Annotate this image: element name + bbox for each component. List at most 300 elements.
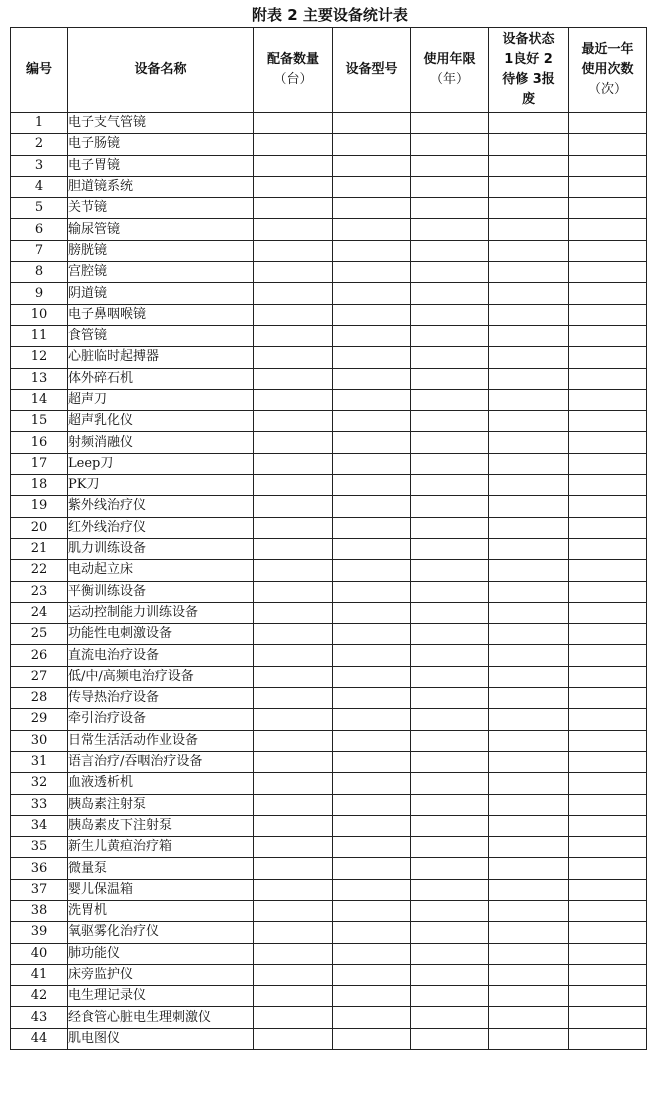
model-cell	[333, 602, 411, 623]
row-number-cell: 41	[11, 964, 68, 985]
status-cell	[489, 709, 569, 730]
usage-count-cell	[569, 645, 647, 666]
header-model: 设备型号	[333, 28, 411, 113]
table-row	[11, 560, 647, 581]
years-cell	[411, 304, 489, 325]
status-cell	[489, 666, 569, 687]
device-name-cell: 电子胃镜	[68, 155, 254, 176]
model-cell	[333, 986, 411, 1007]
usage-count-cell	[569, 858, 647, 879]
model-cell	[333, 453, 411, 474]
years-cell	[411, 198, 489, 219]
table-row	[11, 155, 647, 176]
model-cell	[333, 837, 411, 858]
status-cell	[489, 560, 569, 581]
device-name-cell: 射频消融仪	[68, 432, 254, 453]
quantity-cell	[254, 645, 333, 666]
row-number-cell: 22	[11, 560, 68, 581]
status-cell	[489, 1028, 569, 1049]
table-row	[11, 751, 647, 772]
quantity-cell	[254, 262, 333, 283]
row-number-cell: 2	[11, 134, 68, 155]
status-cell	[489, 517, 569, 538]
row-number-cell: 44	[11, 1028, 68, 1049]
quantity-cell	[254, 688, 333, 709]
row-number-cell: 18	[11, 475, 68, 496]
header-status: 设备状态 1良好 2 待修 3报 废	[489, 28, 569, 113]
years-cell	[411, 837, 489, 858]
model-cell	[333, 347, 411, 368]
status-cell	[489, 602, 569, 623]
years-cell	[411, 113, 489, 134]
quantity-cell	[254, 773, 333, 794]
device-name-cell: 胰岛素注射泵	[68, 794, 254, 815]
usage-count-cell	[569, 113, 647, 134]
quantity-cell	[254, 453, 333, 474]
table-row	[11, 389, 647, 410]
status-cell	[489, 688, 569, 709]
quantity-cell	[254, 602, 333, 623]
model-cell	[333, 475, 411, 496]
status-cell	[489, 368, 569, 389]
status-cell	[489, 496, 569, 517]
table-row	[11, 176, 647, 197]
usage-count-cell	[569, 943, 647, 964]
row-number-cell: 43	[11, 1007, 68, 1028]
usage-count-cell	[569, 688, 647, 709]
years-cell	[411, 624, 489, 645]
status-cell	[489, 325, 569, 346]
status-cell	[489, 198, 569, 219]
usage-count-cell	[569, 730, 647, 751]
equipment-table	[10, 27, 647, 1050]
quantity-cell	[254, 304, 333, 325]
model-cell	[333, 155, 411, 176]
quantity-cell	[254, 986, 333, 1007]
quantity-cell	[254, 560, 333, 581]
row-number-cell: 6	[11, 219, 68, 240]
table-row	[11, 475, 647, 496]
model-cell	[333, 325, 411, 346]
table-row	[11, 773, 647, 794]
table-row	[11, 879, 647, 900]
usage-count-cell	[569, 411, 647, 432]
row-number-cell: 16	[11, 432, 68, 453]
quantity-cell	[254, 240, 333, 261]
usage-count-cell	[569, 198, 647, 219]
years-cell	[411, 517, 489, 538]
table-row	[11, 347, 647, 368]
status-cell	[489, 943, 569, 964]
model-cell	[333, 198, 411, 219]
device-name-cell: 胆道镜系统	[68, 176, 254, 197]
status-cell	[489, 538, 569, 559]
quantity-cell	[254, 432, 333, 453]
status-cell	[489, 773, 569, 794]
years-cell	[411, 922, 489, 943]
usage-count-cell	[569, 304, 647, 325]
usage-count-cell	[569, 389, 647, 410]
header-no: 编号	[11, 28, 68, 113]
model-cell	[333, 773, 411, 794]
model-cell	[333, 560, 411, 581]
table-row	[11, 1028, 647, 1049]
table-row	[11, 517, 647, 538]
model-cell	[333, 240, 411, 261]
device-name-cell: 床旁监护仪	[68, 964, 254, 985]
device-name-cell: 肌电图仪	[68, 1028, 254, 1049]
row-number-cell: 20	[11, 517, 68, 538]
quantity-cell	[254, 517, 333, 538]
model-cell	[333, 688, 411, 709]
model-cell	[333, 922, 411, 943]
table-row	[11, 198, 647, 219]
row-number-cell: 17	[11, 453, 68, 474]
model-cell	[333, 389, 411, 410]
row-number-cell: 7	[11, 240, 68, 261]
device-name-cell: 超声刀	[68, 389, 254, 410]
years-cell	[411, 560, 489, 581]
status-cell	[489, 155, 569, 176]
years-cell	[411, 943, 489, 964]
table-row	[11, 325, 647, 346]
quantity-cell	[254, 475, 333, 496]
device-name-cell: 电子肠镜	[68, 134, 254, 155]
quantity-cell	[254, 879, 333, 900]
model-cell	[333, 432, 411, 453]
row-number-cell: 15	[11, 411, 68, 432]
table-row	[11, 134, 647, 155]
table-row	[11, 986, 647, 1007]
device-name-cell: 直流电治疗设备	[68, 645, 254, 666]
years-cell	[411, 475, 489, 496]
table-row	[11, 538, 647, 559]
model-cell	[333, 794, 411, 815]
status-cell	[489, 176, 569, 197]
usage-count-cell	[569, 453, 647, 474]
usage-count-cell	[569, 602, 647, 623]
row-number-cell: 38	[11, 900, 68, 921]
usage-count-cell	[569, 879, 647, 900]
model-cell	[333, 1028, 411, 1049]
row-number-cell: 9	[11, 283, 68, 304]
quantity-cell	[254, 1028, 333, 1049]
usage-count-cell	[569, 262, 647, 283]
status-cell	[489, 475, 569, 496]
status-cell	[489, 837, 569, 858]
status-cell	[489, 751, 569, 772]
device-name-cell: Leep刀	[68, 453, 254, 474]
device-name-cell: 体外碎石机	[68, 368, 254, 389]
quantity-cell	[254, 581, 333, 602]
device-name-cell: 牵引治疗设备	[68, 709, 254, 730]
table-row	[11, 709, 647, 730]
device-name-cell: 日常生活活动作业设备	[68, 730, 254, 751]
device-name-cell: 电子鼻咽喉镜	[68, 304, 254, 325]
table-row	[11, 964, 647, 985]
model-cell	[333, 262, 411, 283]
model-cell	[333, 709, 411, 730]
table-row	[11, 453, 647, 474]
model-cell	[333, 900, 411, 921]
model-cell	[333, 538, 411, 559]
years-cell	[411, 730, 489, 751]
row-number-cell: 13	[11, 368, 68, 389]
quantity-cell	[254, 922, 333, 943]
years-cell	[411, 794, 489, 815]
table-row	[11, 240, 647, 261]
years-cell	[411, 879, 489, 900]
table-row	[11, 262, 647, 283]
status-cell	[489, 858, 569, 879]
row-number-cell: 3	[11, 155, 68, 176]
model-cell	[333, 411, 411, 432]
years-cell	[411, 411, 489, 432]
status-cell	[489, 432, 569, 453]
quantity-cell	[254, 794, 333, 815]
model-cell	[333, 964, 411, 985]
model-cell	[333, 368, 411, 389]
years-cell	[411, 815, 489, 836]
usage-count-cell	[569, 347, 647, 368]
status-cell	[489, 389, 569, 410]
model-cell	[333, 176, 411, 197]
table-row	[11, 368, 647, 389]
years-cell	[411, 134, 489, 155]
table-row	[11, 581, 647, 602]
row-number-cell: 14	[11, 389, 68, 410]
years-cell	[411, 751, 489, 772]
table-row	[11, 411, 647, 432]
years-cell	[411, 538, 489, 559]
status-cell	[489, 964, 569, 985]
table-row	[11, 113, 647, 134]
header-quantity: 配备数量 （台）	[254, 28, 333, 113]
years-cell	[411, 1007, 489, 1028]
status-cell	[489, 304, 569, 325]
model-cell	[333, 815, 411, 836]
usage-count-cell	[569, 986, 647, 1007]
row-number-cell: 40	[11, 943, 68, 964]
years-cell	[411, 453, 489, 474]
row-number-cell: 19	[11, 496, 68, 517]
row-number-cell: 10	[11, 304, 68, 325]
model-cell	[333, 879, 411, 900]
quantity-cell	[254, 198, 333, 219]
model-cell	[333, 645, 411, 666]
quantity-cell	[254, 155, 333, 176]
status-cell	[489, 134, 569, 155]
quantity-cell	[254, 538, 333, 559]
header-usage: 最近一年 使用次数 （次）	[569, 28, 647, 113]
status-cell	[489, 645, 569, 666]
device-name-cell: 阴道镜	[68, 283, 254, 304]
device-name-cell: 传导热治疗设备	[68, 688, 254, 709]
device-name-cell: 平衡训练设备	[68, 581, 254, 602]
quantity-cell	[254, 624, 333, 645]
status-cell	[489, 219, 569, 240]
row-number-cell: 35	[11, 837, 68, 858]
table-row	[11, 432, 647, 453]
quantity-cell	[254, 389, 333, 410]
quantity-cell	[254, 283, 333, 304]
device-name-cell: 输尿管镜	[68, 219, 254, 240]
quantity-cell	[254, 134, 333, 155]
row-number-cell: 36	[11, 858, 68, 879]
row-number-cell: 4	[11, 176, 68, 197]
years-cell	[411, 688, 489, 709]
device-name-cell: 心脏临时起搏器	[68, 347, 254, 368]
years-cell	[411, 325, 489, 346]
table-header-row	[11, 28, 647, 113]
device-name-cell: 血液透析机	[68, 773, 254, 794]
usage-count-cell	[569, 751, 647, 772]
usage-count-cell	[569, 560, 647, 581]
device-name-cell: 微量泵	[68, 858, 254, 879]
row-number-cell: 23	[11, 581, 68, 602]
row-number-cell: 42	[11, 986, 68, 1007]
usage-count-cell	[569, 794, 647, 815]
status-cell	[489, 879, 569, 900]
quantity-cell	[254, 815, 333, 836]
years-cell	[411, 262, 489, 283]
row-number-cell: 12	[11, 347, 68, 368]
usage-count-cell	[569, 496, 647, 517]
usage-count-cell	[569, 219, 647, 240]
table-row	[11, 858, 647, 879]
status-cell	[489, 262, 569, 283]
device-name-cell: 运动控制能力训练设备	[68, 602, 254, 623]
row-number-cell: 39	[11, 922, 68, 943]
model-cell	[333, 666, 411, 687]
status-cell	[489, 900, 569, 921]
usage-count-cell	[569, 837, 647, 858]
model-cell	[333, 134, 411, 155]
device-name-cell: 电生理记录仪	[68, 986, 254, 1007]
usage-count-cell	[569, 581, 647, 602]
device-name-cell: 食管镜	[68, 325, 254, 346]
device-name-cell: 语言治疗/吞咽治疗设备	[68, 751, 254, 772]
usage-count-cell	[569, 134, 647, 155]
usage-count-cell	[569, 432, 647, 453]
usage-count-cell	[569, 1028, 647, 1049]
table-row	[11, 943, 647, 964]
device-name-cell: 膀胱镜	[68, 240, 254, 261]
years-cell	[411, 986, 489, 1007]
table-row	[11, 837, 647, 858]
usage-count-cell	[569, 368, 647, 389]
device-name-cell: 电子支气管镜	[68, 113, 254, 134]
model-cell	[333, 304, 411, 325]
row-number-cell: 21	[11, 538, 68, 559]
table-row	[11, 304, 647, 325]
years-cell	[411, 602, 489, 623]
device-name-cell: 功能性电刺激设备	[68, 624, 254, 645]
table-row	[11, 645, 647, 666]
row-number-cell: 25	[11, 624, 68, 645]
years-cell	[411, 219, 489, 240]
model-cell	[333, 219, 411, 240]
usage-count-cell	[569, 666, 647, 687]
device-name-cell: 红外线治疗仪	[68, 517, 254, 538]
years-cell	[411, 581, 489, 602]
usage-count-cell	[569, 964, 647, 985]
usage-count-cell	[569, 475, 647, 496]
quantity-cell	[254, 964, 333, 985]
device-name-cell: 紫外线治疗仪	[68, 496, 254, 517]
quantity-cell	[254, 1007, 333, 1028]
table-row	[11, 1007, 647, 1028]
quantity-cell	[254, 943, 333, 964]
years-cell	[411, 347, 489, 368]
device-name-cell: 肌力训练设备	[68, 538, 254, 559]
status-cell	[489, 986, 569, 1007]
status-cell	[489, 815, 569, 836]
device-name-cell: 婴儿保温箱	[68, 879, 254, 900]
table-row	[11, 283, 647, 304]
quantity-cell	[254, 709, 333, 730]
years-cell	[411, 389, 489, 410]
row-number-cell: 32	[11, 773, 68, 794]
device-name-cell: PK刀	[68, 475, 254, 496]
table-row	[11, 688, 647, 709]
usage-count-cell	[569, 900, 647, 921]
status-cell	[489, 347, 569, 368]
table-row	[11, 730, 647, 751]
status-cell	[489, 794, 569, 815]
quantity-cell	[254, 219, 333, 240]
status-cell	[489, 730, 569, 751]
device-name-cell: 宫腔镜	[68, 262, 254, 283]
model-cell	[333, 283, 411, 304]
status-cell	[489, 624, 569, 645]
table-row	[11, 922, 647, 943]
usage-count-cell	[569, 773, 647, 794]
row-number-cell: 30	[11, 730, 68, 751]
row-number-cell: 29	[11, 709, 68, 730]
table-row	[11, 624, 647, 645]
device-name-cell: 胰岛素皮下注射泵	[68, 815, 254, 836]
device-name-cell: 新生儿黄疸治疗箱	[68, 837, 254, 858]
model-cell	[333, 624, 411, 645]
years-cell	[411, 900, 489, 921]
status-cell	[489, 1007, 569, 1028]
table-row	[11, 602, 647, 623]
model-cell	[333, 581, 411, 602]
model-cell	[333, 517, 411, 538]
header-name: 设备名称	[68, 28, 254, 113]
table-row	[11, 666, 647, 687]
device-name-cell: 低/中/高频电治疗设备	[68, 666, 254, 687]
model-cell	[333, 943, 411, 964]
model-cell	[333, 496, 411, 517]
usage-count-cell	[569, 709, 647, 730]
row-number-cell: 24	[11, 602, 68, 623]
usage-count-cell	[569, 517, 647, 538]
table-row	[11, 794, 647, 815]
device-name-cell: 洗胃机	[68, 900, 254, 921]
model-cell	[333, 751, 411, 772]
usage-count-cell	[569, 176, 647, 197]
usage-count-cell	[569, 325, 647, 346]
years-cell	[411, 709, 489, 730]
device-name-cell: 经食管心脏电生理刺激仪	[68, 1007, 254, 1028]
usage-count-cell	[569, 538, 647, 559]
status-cell	[489, 240, 569, 261]
quantity-cell	[254, 325, 333, 346]
table-row	[11, 900, 647, 921]
quantity-cell	[254, 496, 333, 517]
